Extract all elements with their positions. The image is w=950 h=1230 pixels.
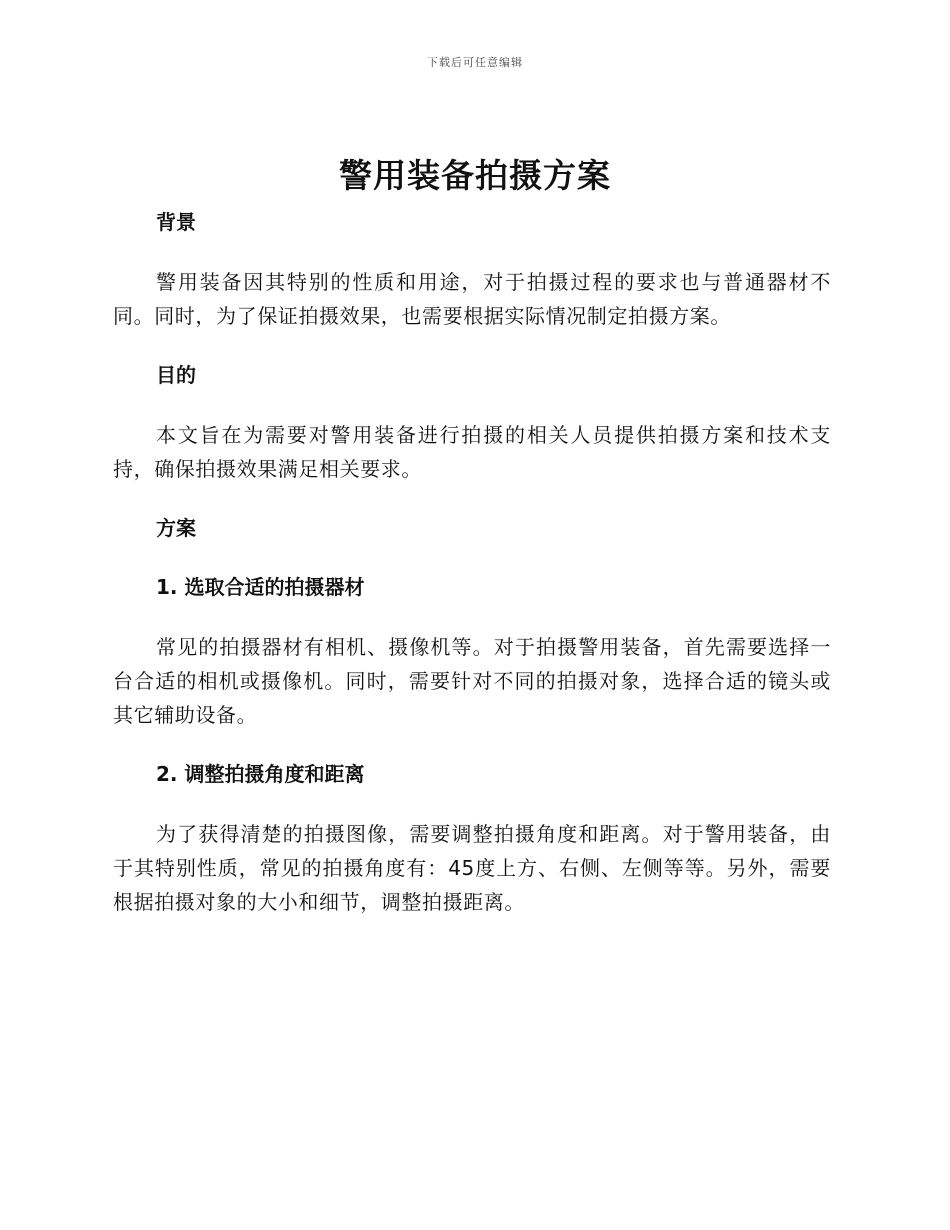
document-body xyxy=(113,206,831,919)
paragraph-background: 警用装备因其特别的性质和用途，对于拍摄过程的要求也与普通器材不同。同时，为了保证拍摄效果，也需要根据实际情况制定拍摄方案。 xyxy=(113,270,831,328)
section-heading-step1: 1. 选取合适的拍摄器材 xyxy=(156,575,365,599)
document-title: 警用装备拍摄方案 xyxy=(339,156,611,195)
section-heading-plan: 方案 xyxy=(156,516,196,540)
section-heading-step2: 2. 调整拍摄角度和距离 xyxy=(156,762,365,786)
header-note: 下载后可任意编辑 xyxy=(427,56,523,69)
section-heading-purpose: 目的 xyxy=(156,363,196,387)
paragraph-step2: 为了获得清楚的拍摄图像，需要调整拍摄角度和距离。对于警用装备，由于其特别性质，常见的拍摄角度有：45度上方、右侧、左侧等等。另外，需要根据拍摄对象的大小和细节，调整拍摄距离。 xyxy=(113,822,831,914)
section-heading-background: 背景 xyxy=(156,210,196,234)
paragraph-step1: 常见的拍摄器材有相机、摄像机等。对于拍摄警用装备，首先需要选择一台合适的相机或摄像机。同时，需要针对不同的拍摄对象，选择合适的镜头或其它辅助设备。 xyxy=(113,635,831,727)
paragraph-purpose: 本文旨在为需要对警用装备进行拍摄的相关人员提供拍摄方案和技术支持，确保拍摄效果满足相关要求。 xyxy=(113,423,831,481)
